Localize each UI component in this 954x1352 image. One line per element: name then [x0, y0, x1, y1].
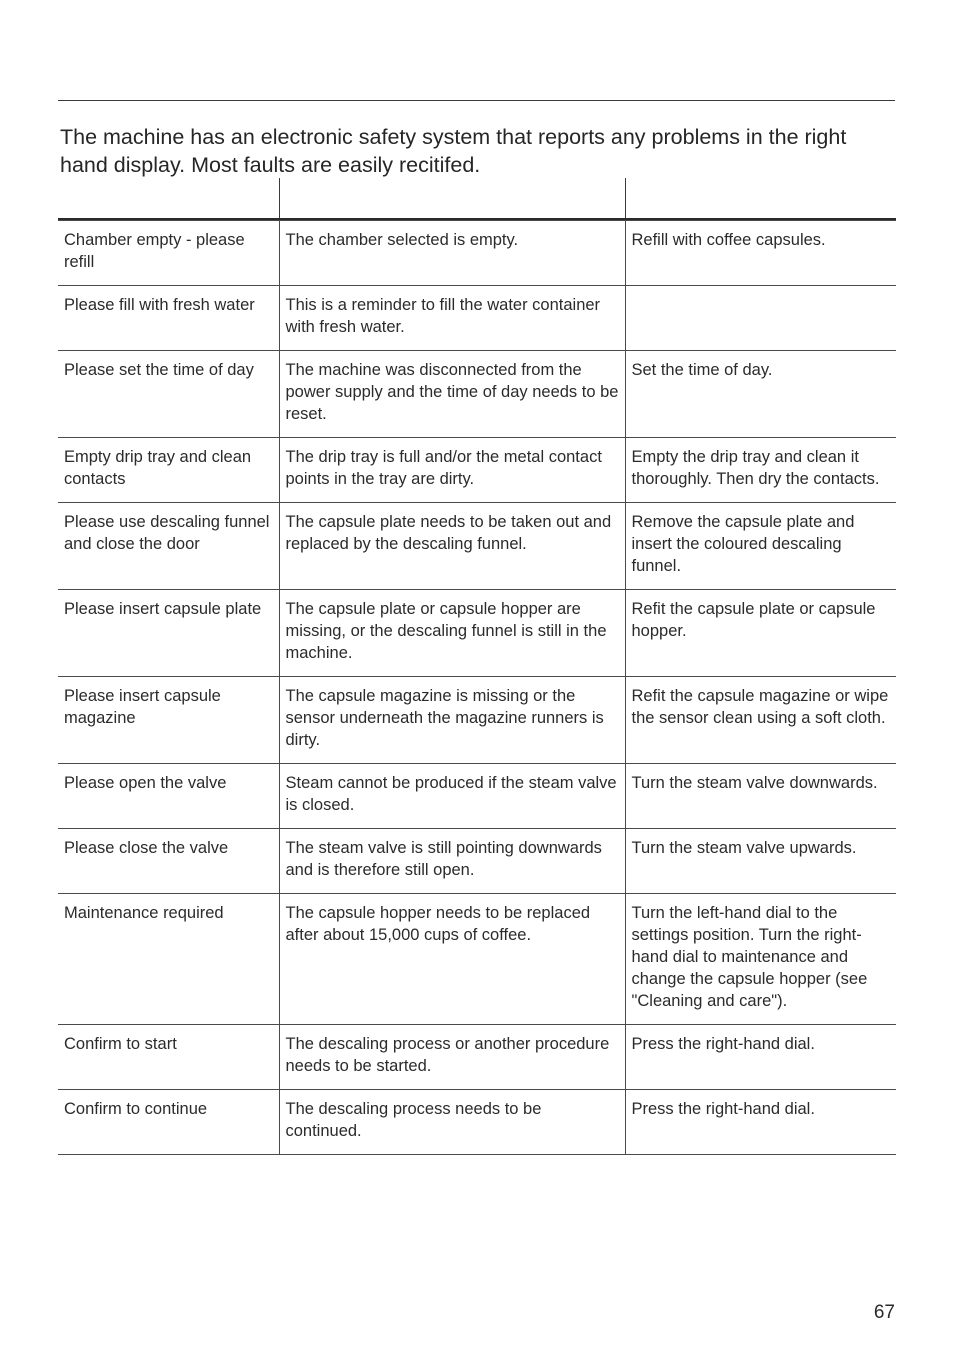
fault-remedy: Turn the steam valve downwards. [625, 764, 896, 829]
header-column-divider [625, 178, 626, 218]
fault-cause: The drip tray is full and/or the metal contact points in the tray are dirty. [279, 438, 625, 503]
fault-cause: The chamber selected is empty. [279, 221, 625, 286]
page-number: 67 [873, 1302, 895, 1323]
fault-cause: The steam valve is still pointing downwards and is therefore still open. [279, 829, 625, 894]
table-row [58, 503, 896, 590]
fault-cause: Steam cannot be produced if the steam valve is closed. [279, 764, 625, 829]
fault-message: Chamber empty - please refill [58, 221, 279, 286]
fault-cause: This is a reminder to fill the water container with fresh water. [279, 286, 625, 351]
fault-cause: The capsule hopper needs to be replaced after about 15,000 cups of coffee. [279, 894, 625, 1025]
table-row [58, 677, 896, 764]
fault-remedy: Turn the steam valve upwards. [625, 829, 896, 894]
fault-remedy: Refit the capsule plate or capsule hopper. [625, 590, 896, 677]
fault-remedy: Press the right-hand dial. [625, 1090, 896, 1155]
fault-message: Confirm to start [58, 1025, 279, 1090]
fault-cause: The capsule magazine is missing or the sensor underneath the magazine runners is dirty. [279, 677, 625, 764]
fault-remedy: Turn the left-hand dial to the settings position. Turn the right-hand dial to maintenance and change the capsule hopper (see "Cleaning and care"). [625, 894, 896, 1025]
table-row [58, 351, 896, 438]
fault-cause: The capsule plate or capsule hopper are missing, or the descaling funnel is still in the machine. [279, 590, 625, 677]
table-row [58, 438, 896, 503]
fault-messages-table [58, 218, 896, 1155]
fault-message: Please insert capsule magazine [58, 677, 279, 764]
table-row [58, 1090, 896, 1155]
fault-message: Empty drip tray and clean contacts [58, 438, 279, 503]
table-row [58, 221, 896, 286]
fault-message: Maintenance required [58, 894, 279, 1025]
fault-cause: The descaling process or another procedure needs to be started. [279, 1025, 625, 1090]
fault-remedy: Refit the capsule magazine or wipe the sensor clean using a soft cloth. [625, 677, 896, 764]
table-row [58, 590, 896, 677]
table-header-area [58, 178, 896, 218]
fault-remedy: Empty the drip tray and clean it thoroughly. Then dry the contacts. [625, 438, 896, 503]
fault-remedy: Remove the capsule plate and insert the coloured descaling funnel. [625, 503, 896, 590]
fault-cause: The descaling process needs to be continued. [279, 1090, 625, 1155]
fault-cause: The machine was disconnected from the power supply and the time of day needs to be reset. [279, 351, 625, 438]
table-row [58, 894, 896, 1025]
fault-cause: The capsule plate needs to be taken out and replaced by the descaling funnel. [279, 503, 625, 590]
fault-message: Please open the valve [58, 764, 279, 829]
header-column-divider [279, 178, 280, 218]
intro-paragraph: The machine has an electronic safety system that reports any problems in the right hand display. Most faults are easily recitifed. [60, 125, 847, 177]
fault-message: Please insert capsule plate [58, 590, 279, 677]
table-row [58, 1025, 896, 1090]
fault-remedy: Set the time of day. [625, 351, 896, 438]
fault-message: Please fill with fresh water [58, 286, 279, 351]
fault-remedy: Refill with coffee capsules. [625, 221, 896, 286]
fault-message: Please close the valve [58, 829, 279, 894]
fault-message: Please use descaling funnel and close the door [58, 503, 279, 590]
fault-remedy [625, 286, 896, 351]
fault-message: Please set the time of day [58, 351, 279, 438]
table-row [58, 829, 896, 894]
top-rule [58, 100, 895, 101]
fault-message: Confirm to continue [58, 1090, 279, 1155]
fault-remedy: Press the right-hand dial. [625, 1025, 896, 1090]
table-row [58, 286, 896, 351]
table-row [58, 764, 896, 829]
